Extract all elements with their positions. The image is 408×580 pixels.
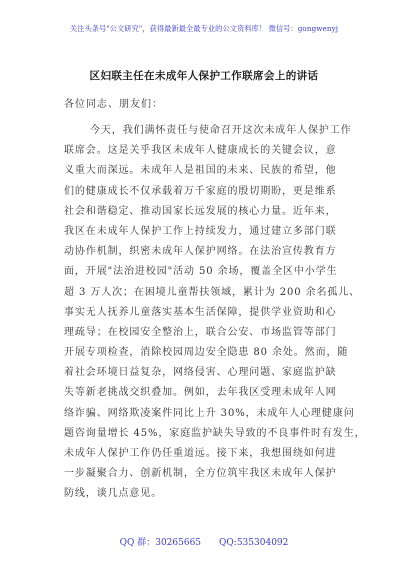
body-line: 们的健康成长不仅承载着万千家庭的殷切期盼，更是维系 xyxy=(64,185,337,197)
speech-body xyxy=(64,121,366,505)
salutation: 各位同志、朋友们： xyxy=(64,99,163,110)
body-line: 动协作机制，织密未成年人保护网络。在法治宣传教育方 xyxy=(64,246,337,258)
body-line: 今天，我们满怀责任与使命召开这次未成年人保护工作 xyxy=(90,125,352,136)
body-line: 着社会环境日益复杂，网络侵害、心理问题、家庭监护缺 xyxy=(64,367,337,379)
body-line: 一步凝聚合力、创新机制，全方位筑牢我区未成年人保护 xyxy=(64,468,337,480)
body-line: 开展专项检查，消除校园周边安全隐患 80 余处。然而，随 xyxy=(64,347,349,359)
footer-contact xyxy=(0,535,408,548)
body-line: 事实无人抚养儿童落实基本生活保障，提供学业资助和心 xyxy=(64,306,337,318)
body-line: 理疏导；在校园安全整治上，联合公安、市场监管等部门 xyxy=(64,326,337,338)
body-line: 我区在未成年人保护工作上持续发力，通过建立多部门联 xyxy=(64,225,337,237)
footer-qq-group: QQ 群：30265665 xyxy=(119,538,202,548)
document-title: 区妇联主任在未成年人保护工作联席会上的讲话 xyxy=(89,70,319,82)
body-line: 联席会。这是关乎我区未成年人健康成长的关键会议，意 xyxy=(64,145,337,157)
header-promo-note: 关注头条号"公文研究"，获得最新最全最专业的公文资料库！ 微信号：gongwenyj xyxy=(69,24,339,33)
body-line: 防线，谈几点意见。 xyxy=(64,488,163,500)
body-line: 未成年人保护工作仍任重道远。接下来，我想围绕如何进 xyxy=(64,448,337,459)
body-line: 义重大而深远。未成年人是祖国的未来、民族的希望，他 xyxy=(64,165,337,177)
body-line: 社会和谐稳定、推动国家长远发展的核心力量。近年来， xyxy=(64,205,337,217)
body-line: 超 3 万人次；在困境儿童帮扶领域，累计为 200 余名孤儿、 xyxy=(64,286,361,298)
body-line: 络诈骗、网络欺凌案件同比上升 30%，未成年人心理健康问 xyxy=(64,407,355,419)
body-line: 题咨询量增长 45%，家庭监护缺失导致的不良事件时有发生， xyxy=(64,427,366,439)
body-line: 面，开展"法治进校园"活动 50 余场，覆盖全区中小学生 xyxy=(64,266,338,278)
footer-qq-number: QQ:535304092 xyxy=(219,538,289,548)
body-line: 失等新老挑战交织叠加。例如，去年我区受理未成年人网 xyxy=(64,387,337,399)
